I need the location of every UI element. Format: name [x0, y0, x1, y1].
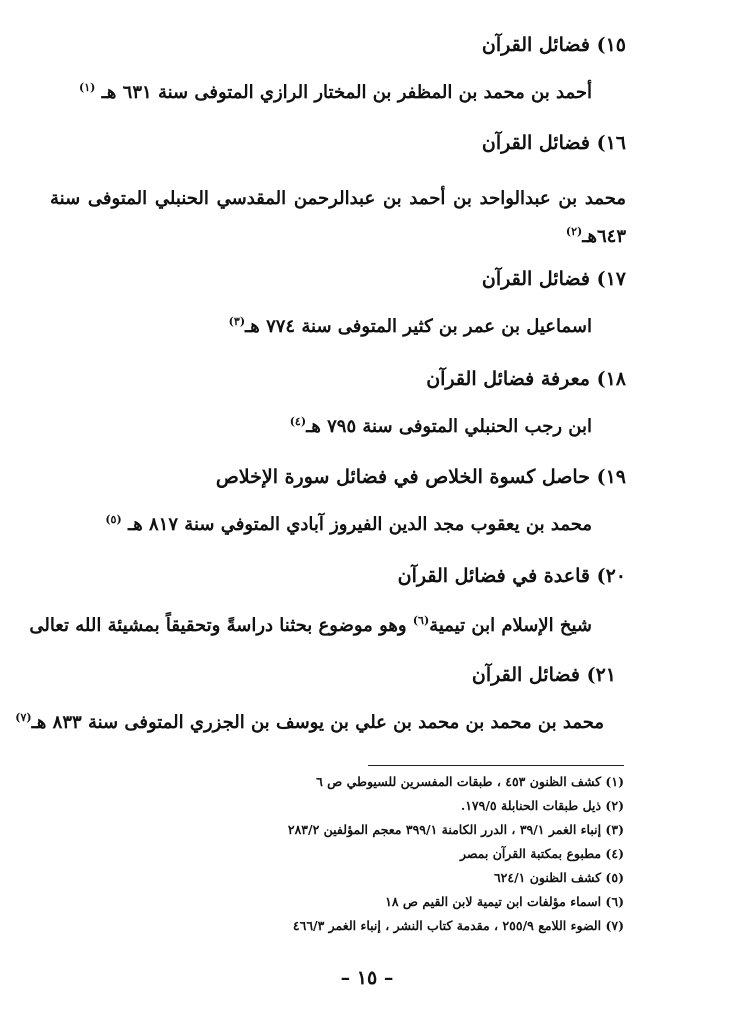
author-text: أحمد بن محمد بن المظفر بن المختار الرازي المتوفى سنة ٦٣١ هـ [101, 82, 592, 103]
author-text: محمد بن عبدالواحد بن أحمد بن عبدالرحمن المقدسي الحنبلي المتوفى سنة ٦٤٣هـ [50, 188, 626, 247]
entry-heading [216, 466, 626, 489]
footnote-marker: (٧) [15, 711, 32, 724]
entry-author [290, 416, 592, 438]
footnote-marker: (٦) [412, 614, 430, 627]
entry-author [29, 615, 592, 637]
entry-heading [398, 565, 626, 588]
footnote-5: (٥) كشف الظنون ٦٢٤/١ [493, 870, 624, 885]
entry-heading [482, 132, 626, 155]
entry-number: ٢١) [586, 664, 616, 686]
footnote-7: (٧) الضوء اللامع ٢٥٥/٩ ، مقدمة كتاب النشر ، إنباء الغمر ٤٦٦/٣ [292, 918, 624, 933]
footnote-2: (٢) ذيل طبقات الحنابلة ١٧٩/٥. [460, 798, 624, 813]
footnote-divider [368, 765, 624, 766]
entry-author [50, 180, 626, 256]
entry-number: ١٨) [596, 368, 626, 390]
entry-number: ١٦) [596, 132, 626, 154]
entry-number: ١٧) [596, 268, 626, 290]
entry-title: فضائل القرآن [481, 268, 590, 290]
footnote-4: (٤) مطبوع بمكتبة القرآن بمصر [459, 846, 624, 861]
page-number: – ١٥ – [340, 967, 394, 989]
footnote-3: (٣) إنباء الغمر ٣٩/١ ، الدرر الكامنة ٣٩٩/١ معجم المؤلفين ٢٨٣/٢ [287, 822, 624, 837]
entry-title: معرفة فضائل القرآن [426, 368, 590, 390]
entry-heading [482, 34, 626, 57]
author-text-continued: وهو موضوع بحثنا دراسةً وتحقيقاً بمشيئة الله تعالى [29, 615, 413, 636]
author-text: محمد بن محمد بن محمد بن علي بن يوسف بن الجزري المتوفى سنة ٨٣٣ هـ [31, 712, 604, 733]
entry-title: حاصل كسوة الخلاص في فضائل سورة الإخلاص [215, 466, 590, 488]
entry-author [229, 316, 592, 338]
entry-title: قاعدة في فضائل القرآن [397, 565, 590, 587]
author-text: اسماعيل بن عمر بن كثير المتوفى سنة ٧٧٤ هـ [245, 316, 592, 337]
author-text: شيخ الإسلام ابن تيمية [429, 615, 592, 636]
footnote-marker: (٥) [105, 513, 122, 526]
entry-author [79, 82, 592, 104]
entry-number: ١٥) [596, 34, 626, 56]
entry-heading [426, 368, 626, 391]
entry-title: فضائل القرآن [481, 34, 590, 56]
entry-number: ٢٠) [596, 565, 626, 587]
entry-number: ١٩) [596, 466, 626, 488]
footnote-marker: (٤) [289, 415, 307, 428]
author-text: ابن رجب الحنبلي المتوفى سنة ٧٩٥ هـ [306, 416, 592, 437]
footnote-6: (٦) اسماء مؤلفات ابن تيمية لابن القيم ص ١٨ [385, 894, 624, 909]
footnote-marker: (٣) [228, 315, 246, 328]
author-text: محمد بن يعقوب مجد الدين الفيروز آبادي المتوفي سنة ٨١٧ هـ [127, 514, 592, 535]
footnote-1: (١) كشف الظنون ٤٥٣ ، طبقات المفسرين للسيوطي ص ٦ [316, 774, 624, 789]
entry-heading [482, 268, 626, 291]
entry-title: فضائل القرآن [481, 132, 590, 154]
entry-heading [472, 664, 616, 687]
entry-author [105, 514, 592, 536]
footnote-marker: (١) [78, 81, 96, 94]
entry-title: فضائل القرآن [471, 664, 580, 686]
entry-author [15, 712, 604, 734]
footnote-marker: (٢) [565, 225, 583, 238]
